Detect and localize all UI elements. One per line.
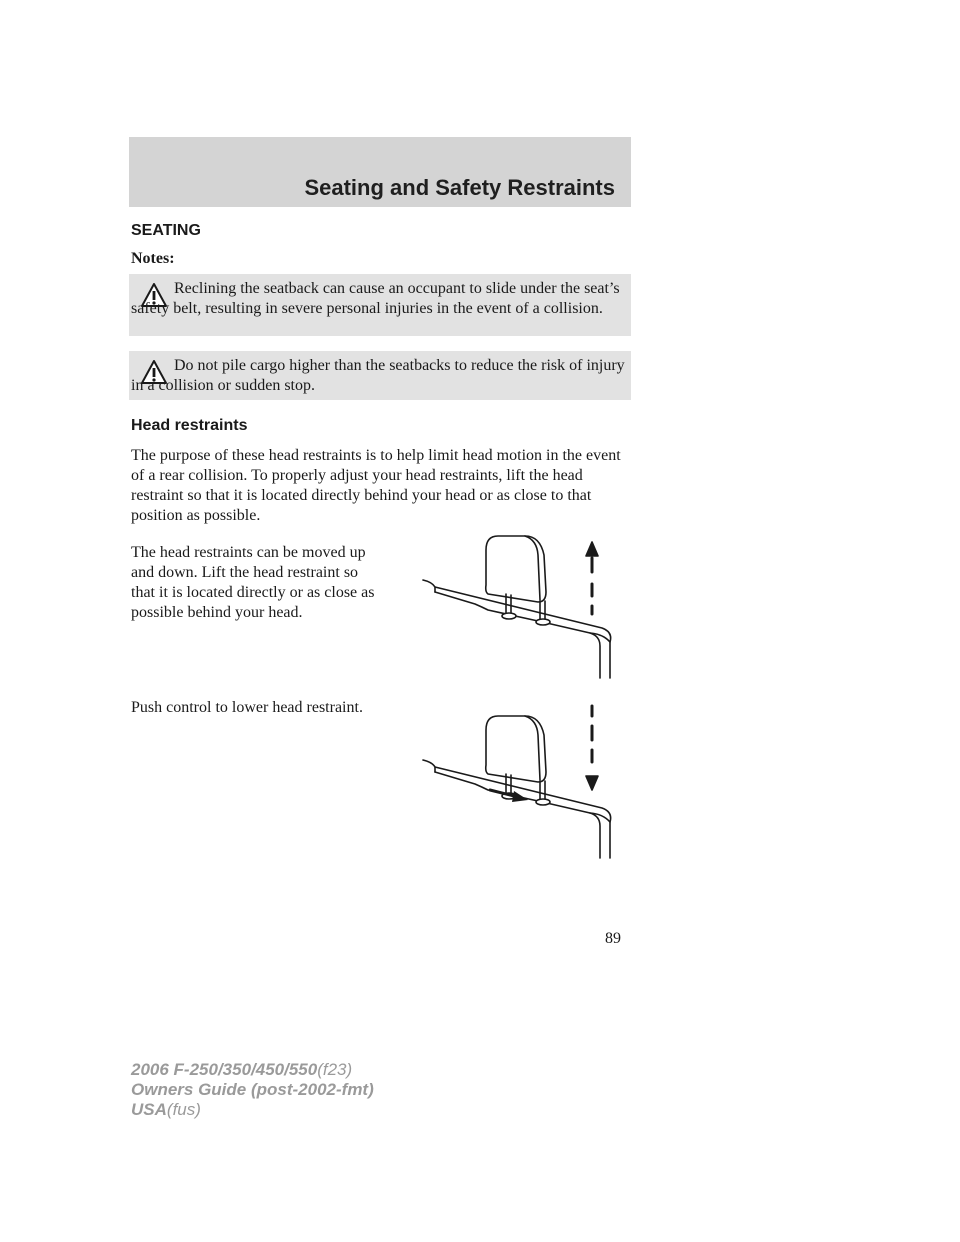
notes-label: Notes: xyxy=(131,250,175,267)
document-footer xyxy=(131,1060,374,1120)
footer-model: 2006 F-250/350/450/550 xyxy=(131,1060,318,1079)
page-header-band xyxy=(129,137,631,207)
section-heading: SEATING xyxy=(131,222,201,239)
head-restraints-adjust-text: The head restraints can be moved up and down. Lift the head restraint so that it is located directly or as close as possible behind your head. xyxy=(131,544,375,621)
push-control-text: Push control to lower head restraint. xyxy=(131,699,363,716)
head-restraint-raise-illustration xyxy=(420,530,630,680)
page-number: 89 xyxy=(605,930,621,947)
head-restraints-purpose-text: The purpose of these head restraints is to help limit head motion in the event of a rear collision. To properly adjust your head restraints, lift the head restraint so that it is located directly behind your head or as close to that position as possible. xyxy=(131,447,621,524)
warning-text: Reclining the seatback can cause an occupant to slide under the seat’s safety belt, resulting in severe personal injuries in the event of a collision. xyxy=(131,280,620,317)
warning-text: Do not pile cargo higher than the seatbacks to reduce the risk of injury in a collision or sudden stop. xyxy=(131,357,625,394)
warning-box-reclining xyxy=(129,274,631,336)
head-restraint-lower-illustration xyxy=(420,700,630,860)
footer-guide: Owners Guide (post-2002-fmt) xyxy=(131,1080,374,1099)
warning-box-cargo xyxy=(129,351,631,400)
footer-model-code: (f23) xyxy=(317,1060,353,1079)
page-header-title: Seating and Safety Restraints xyxy=(304,175,615,200)
head-restraints-heading: Head restraints xyxy=(131,417,248,434)
footer-market-code: (fus) xyxy=(166,1100,201,1119)
footer-market: USA xyxy=(131,1100,167,1119)
